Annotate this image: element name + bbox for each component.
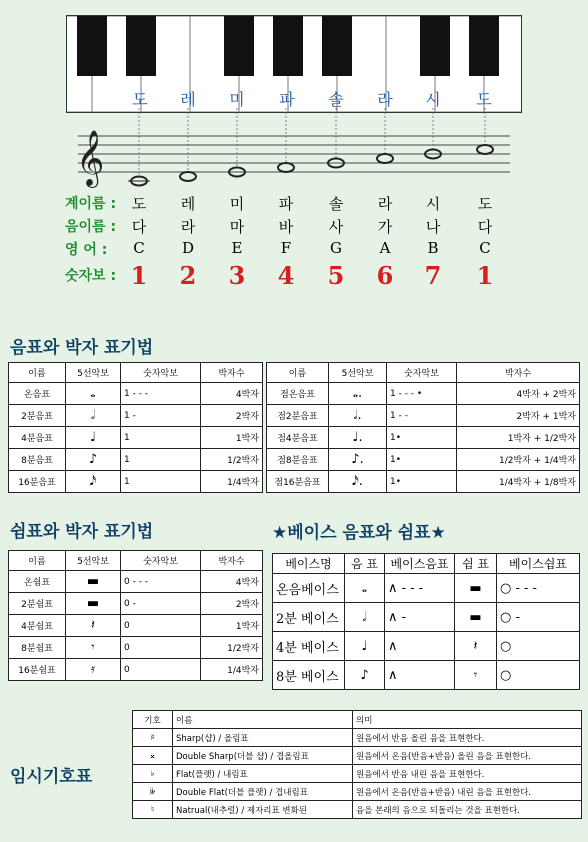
korean-value: 다	[131, 218, 147, 236]
black-key	[224, 16, 254, 76]
cell-beats: 1박자	[201, 427, 263, 449]
cell-sym: 𝅝.	[329, 383, 387, 405]
cell-beats: 1/4박자	[201, 471, 263, 493]
cell-beats: 2박자	[201, 405, 263, 427]
numeric-value: 1	[130, 261, 148, 290]
col-header: 베이스명	[273, 554, 345, 574]
table-row	[267, 449, 580, 471]
cell-name: 2분쉼표	[9, 593, 66, 615]
cell-name: 2분 베이스	[273, 603, 345, 632]
cell-name: 4분쉼표	[9, 615, 66, 637]
english-value: D	[181, 239, 195, 257]
table-row	[9, 471, 263, 493]
cell-name: Double Sharp(더블 샵) / 겹올림표	[173, 747, 353, 765]
cell-num: 1 - - - •	[387, 383, 457, 405]
cell-name: 점8분음표	[267, 449, 329, 471]
table-row	[9, 615, 263, 637]
english-value: B	[427, 239, 439, 257]
korean-value: 마	[229, 218, 245, 236]
table-row	[133, 801, 582, 819]
cell-num: 1	[121, 471, 201, 493]
cell-note: 𝅗𝅥	[345, 603, 385, 632]
cell-sym: 𝄾	[66, 637, 121, 659]
col-header: 이름	[267, 363, 329, 383]
cell-beats: 2박자 + 1박자	[457, 405, 580, 427]
cell-bnote: ∧ - - -	[385, 574, 455, 603]
cell-sym: ▬	[66, 593, 121, 615]
table-row	[133, 729, 582, 747]
cell-name: 점4분음표	[267, 427, 329, 449]
table-row	[267, 427, 580, 449]
black-key	[420, 16, 450, 76]
cell-num: 0 - - -	[121, 571, 201, 593]
cell-meaning: 음을 본래의 음으로 되돌리는 것을 표현한다.	[353, 801, 582, 819]
solfege-value: 파	[278, 195, 294, 213]
table-header-row	[273, 554, 580, 574]
black-key	[273, 16, 303, 76]
cell-bnote: ∧	[385, 661, 455, 690]
cell-name: 8분 베이스	[273, 661, 345, 690]
cell-beats: 1/2박자 + 1/4박자	[457, 449, 580, 471]
key-label: 미	[229, 90, 245, 109]
music-staff	[0, 108, 588, 188]
cell-num: 0 -	[121, 593, 201, 615]
cell-beats: 1/4박자	[201, 659, 263, 681]
english-value: C	[479, 239, 491, 257]
solfege-value: 도	[477, 195, 493, 213]
table-row	[273, 603, 580, 632]
col-header: 숫자악보	[387, 363, 457, 383]
cell-num: 0	[121, 637, 201, 659]
table-row	[273, 574, 580, 603]
solfege-value: 레	[180, 195, 196, 213]
table-row	[267, 405, 580, 427]
numeric-value: 6	[376, 261, 394, 290]
cell-num: 1•	[387, 427, 457, 449]
col-header: 숫자악보	[121, 363, 201, 383]
table-row	[133, 783, 582, 801]
cell-rest: 𝄽	[455, 632, 497, 661]
cell-beats: 2박자	[201, 593, 263, 615]
cell-sym: 𝅘𝅥𝅯	[66, 471, 121, 493]
table-row	[9, 427, 263, 449]
cell-meaning: 원음에서 온음(반음+반음) 내린 음을 표현한다.	[353, 783, 582, 801]
table-row	[9, 571, 263, 593]
korean-value: 다	[477, 218, 493, 236]
cell-name: 점16분음표	[267, 471, 329, 493]
table-row	[133, 747, 582, 765]
accidental-section-title: 임시기호표	[10, 767, 93, 787]
solfege-value: 미	[229, 195, 245, 213]
cell-name: 4분음표	[9, 427, 66, 449]
cell-beats: 4박자 + 2박자	[457, 383, 580, 405]
cell-name: 8분쉼표	[9, 637, 66, 659]
col-header: 5선악보	[66, 551, 121, 571]
english-value: F	[280, 239, 292, 257]
cell-sym: 𝄫	[133, 783, 173, 801]
cell-sym: ♩.	[329, 427, 387, 449]
col-header: 박자수	[201, 551, 263, 571]
cell-rest: 𝄾	[455, 661, 497, 690]
col-header: 박자수	[457, 363, 580, 383]
cell-name: 온음표	[9, 383, 66, 405]
cell-sym: ♯	[133, 729, 173, 747]
numeric-value: 4	[277, 261, 295, 290]
cell-name: 점온음표	[267, 383, 329, 405]
rest-table	[8, 550, 263, 681]
col-header: 베이스쉼표	[497, 554, 580, 574]
black-key	[77, 16, 107, 76]
solfege-label: 계이름 :	[65, 196, 117, 212]
cell-name: 2분음표	[9, 405, 66, 427]
cell-meaning: 원음에서 온음(반음+반음) 올린 음을 표현한다.	[353, 747, 582, 765]
cell-name: 4분 베이스	[273, 632, 345, 661]
cell-bnote: ∧ -	[385, 603, 455, 632]
accidental-table	[132, 710, 582, 819]
col-header: 쉼 표	[455, 554, 497, 574]
numeric-value: 2	[179, 261, 197, 290]
cell-beats: 4박자	[201, 383, 263, 405]
cell-bnote: ∧	[385, 632, 455, 661]
cell-sym: ♭	[133, 765, 173, 783]
cell-sym: 𝅗𝅥	[66, 405, 121, 427]
black-key	[469, 16, 499, 76]
english-value: A	[379, 239, 391, 257]
rest-section-title: 쉼표와 박자 표기법	[10, 522, 154, 542]
cell-brest: ○	[497, 661, 580, 690]
english-value: G	[330, 239, 342, 257]
cell-num: 1•	[387, 449, 457, 471]
col-header: 기호	[133, 711, 173, 729]
cell-sym: 𝄿	[66, 659, 121, 681]
cell-sym: ♩	[66, 427, 121, 449]
cell-num: 1 -	[121, 405, 201, 427]
cell-name: 온쉼표	[9, 571, 66, 593]
table-row	[9, 593, 263, 615]
key-label: 라	[377, 90, 393, 109]
korean-value: 바	[278, 218, 294, 236]
key-label: 도	[476, 90, 492, 109]
cell-sym: 𝅝	[66, 383, 121, 405]
cell-beats: 1/4박자 + 1/8박자	[457, 471, 580, 493]
cell-meaning: 원음에서 반음 올린 음을 표현한다.	[353, 729, 582, 747]
cell-note: ♩	[345, 632, 385, 661]
solfege-value: 시	[425, 195, 441, 213]
table-row	[9, 405, 263, 427]
cell-beats: 4박자	[201, 571, 263, 593]
cell-note: 𝅝	[345, 574, 385, 603]
solfege-value: 솔	[328, 195, 344, 213]
cell-sym: ♪.	[329, 449, 387, 471]
cell-brest: ○	[497, 632, 580, 661]
cell-sym: ♮	[133, 801, 173, 819]
korean-value: 나	[425, 218, 441, 236]
cell-brest: ○ - - -	[497, 574, 580, 603]
col-header: 이름	[173, 711, 353, 729]
solfege-value: 도	[131, 195, 147, 213]
black-key	[322, 16, 352, 76]
table-row	[273, 632, 580, 661]
table-row	[273, 661, 580, 690]
table-header-row	[9, 363, 263, 383]
cell-sym: 𝄪	[133, 747, 173, 765]
cell-name: Sharp(샵) / 올림표	[173, 729, 353, 747]
col-header: 베이스음표	[385, 554, 455, 574]
cell-beats: 1/2박자	[201, 449, 263, 471]
cell-brest: ○ -	[497, 603, 580, 632]
cell-sym: 𝅘𝅥𝅯.	[329, 471, 387, 493]
cell-num: 1	[121, 449, 201, 471]
cell-sym: 𝄽	[66, 615, 121, 637]
key-label: 레	[180, 90, 196, 109]
key-label: 파	[279, 90, 295, 109]
numeric-value: 5	[327, 261, 345, 290]
numeric-value: 7	[424, 261, 442, 290]
key-label: 도	[132, 90, 148, 109]
table-row	[267, 471, 580, 493]
table-row	[9, 637, 263, 659]
cell-name: 16분음표	[9, 471, 66, 493]
cell-beats: 1박자	[201, 615, 263, 637]
cell-name: Flat(플랫) / 내림표	[173, 765, 353, 783]
cell-num: 1 - - -	[121, 383, 201, 405]
korean-value: 라	[180, 218, 196, 236]
cell-name: 16분쉼표	[9, 659, 66, 681]
table-row	[267, 383, 580, 405]
cell-num: 1 - -	[387, 405, 457, 427]
numeric-value: 1	[476, 261, 494, 290]
cell-num: 0	[121, 659, 201, 681]
cell-name: 점2분음표	[267, 405, 329, 427]
cell-num: 1	[121, 427, 201, 449]
cell-num: 1•	[387, 471, 457, 493]
korean-value: 가	[377, 218, 393, 236]
table-header-row	[133, 711, 582, 729]
table-header-row	[9, 551, 263, 571]
col-header: 이름	[9, 551, 66, 571]
bass-section-title: ★베이스 음표와 쉼표★	[272, 523, 446, 543]
cell-sym: ▬	[66, 571, 121, 593]
cell-sym: ♪	[66, 449, 121, 471]
col-header: 의미	[353, 711, 582, 729]
note-section-title: 음표와 박자 표기법	[10, 338, 154, 358]
numeric-value: 3	[228, 261, 246, 290]
table-row	[9, 659, 263, 681]
numeric-label: 숫자보 :	[65, 268, 117, 284]
cell-beats: 1/2박자	[201, 637, 263, 659]
cell-name: Natrual(내추럴) / 제자리표 변화된	[173, 801, 353, 819]
cell-meaning: 원음에서 반음 내린 음을 표현한다.	[353, 765, 582, 783]
cell-name: 온음베이스	[273, 574, 345, 603]
cell-name: 8분음표	[9, 449, 66, 471]
english-label: 영 어 :	[65, 242, 108, 258]
korean-label: 음이름 :	[65, 219, 117, 235]
col-header: 5선악보	[66, 363, 121, 383]
cell-num: 0	[121, 615, 201, 637]
korean-value: 사	[328, 218, 344, 236]
col-header: 이름	[9, 363, 66, 383]
col-header: 음 표	[345, 554, 385, 574]
cell-note: ♪	[345, 661, 385, 690]
treble-clef-icon: 𝄞	[76, 130, 105, 186]
col-header: 5선악보	[329, 363, 387, 383]
black-key	[126, 16, 156, 76]
table-row	[133, 765, 582, 783]
cell-beats: 1박자 + 1/2박자	[457, 427, 580, 449]
english-value: C	[133, 239, 145, 257]
cell-rest: ▬	[455, 574, 497, 603]
cell-sym: 𝅗𝅥.	[329, 405, 387, 427]
col-header: 박자수	[201, 363, 263, 383]
bass-table	[272, 553, 580, 690]
note-table-left	[8, 362, 263, 493]
note-table-right	[266, 362, 580, 493]
table-row	[9, 449, 263, 471]
key-label: 솔	[328, 90, 344, 109]
key-label: 시	[425, 90, 441, 109]
table-row	[9, 383, 263, 405]
english-value: E	[231, 239, 243, 257]
cell-rest: ▬	[455, 603, 497, 632]
solfege-value: 라	[377, 195, 393, 213]
col-header: 숫자악보	[121, 551, 201, 571]
table-header-row	[267, 363, 580, 383]
cell-name: Double Flat(더블 플랫) / 겹내림표	[173, 783, 353, 801]
